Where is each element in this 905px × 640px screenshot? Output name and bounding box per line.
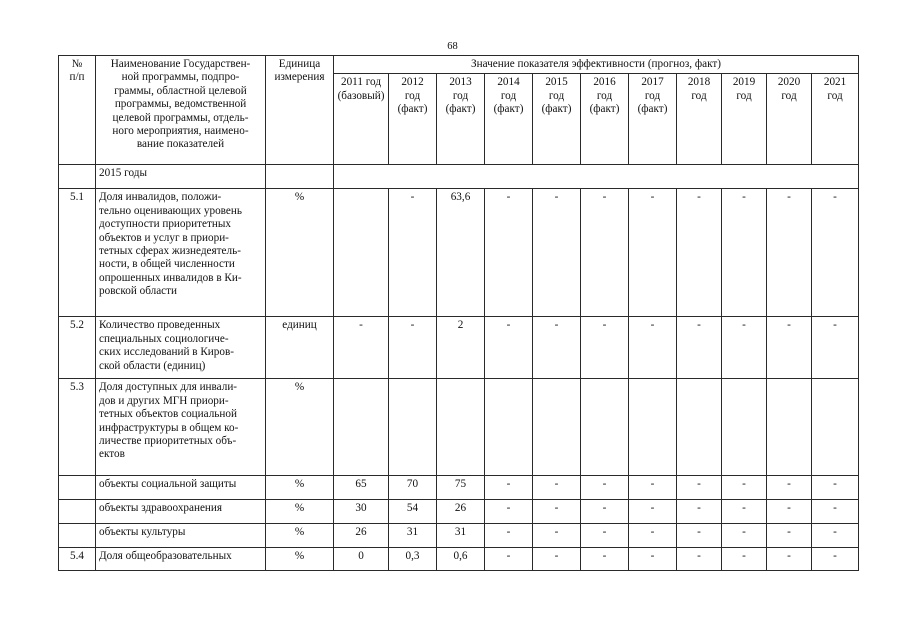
row-number-cell: 5.1: [59, 189, 96, 317]
table-row: [59, 189, 859, 317]
row-name-cell: [96, 379, 266, 476]
row-value-cell: -: [767, 524, 812, 548]
row-number-cell: 5.4: [59, 548, 96, 571]
header-year-label: 2017 год (факт): [637, 76, 668, 116]
row-value-cell: -: [389, 317, 437, 379]
row-number-cell: 5.3: [59, 379, 96, 476]
header-unit-cell: [266, 56, 334, 165]
row-value-cell: -: [389, 189, 437, 317]
row-name: Доля доступных для инвали- дов и других МГН приори- тетных объектов социальной инфраструктуры в общем ко- личестве приоритетных объ- ектов: [99, 381, 239, 461]
row-value-cell: -: [533, 524, 581, 548]
row-value-cell: 26: [334, 524, 389, 548]
row-value-cell: -: [629, 524, 677, 548]
row-value-cell: -: [767, 189, 812, 317]
row-value-cell: 31: [437, 524, 485, 548]
row-number-cell: [59, 476, 96, 500]
table-row: [59, 317, 859, 379]
row-value-cell: -: [812, 317, 859, 379]
row-value-cell: -: [581, 317, 629, 379]
section-label: 2015 годы: [99, 167, 147, 180]
row-unit-cell: %: [266, 500, 334, 524]
row-value-cell: [389, 379, 437, 476]
table-row: [59, 524, 859, 548]
row-value-cell: -: [677, 476, 722, 500]
row-value-cell: 70: [389, 476, 437, 500]
indicators-table: [58, 55, 859, 571]
row-name: объекты социальной защиты: [99, 478, 237, 491]
row-value-cell: -: [629, 500, 677, 524]
row-value-cell: 54: [389, 500, 437, 524]
row-value-cell: -: [581, 189, 629, 317]
table-row: [59, 379, 859, 476]
row-value-cell: -: [812, 500, 859, 524]
header-year-cell: [581, 74, 629, 165]
row-value-cell: -: [533, 317, 581, 379]
section-number-cell: [59, 165, 96, 189]
row-value-cell: -: [812, 476, 859, 500]
row-value-cell: -: [581, 524, 629, 548]
row-value-cell: [334, 379, 389, 476]
row-value-cell: [581, 379, 629, 476]
row-value-cell: -: [722, 548, 767, 571]
row-unit-cell: %: [266, 379, 334, 476]
header-year-cell: [812, 74, 859, 165]
row-unit-cell: единиц: [266, 317, 334, 379]
row-value-cell: -: [722, 317, 767, 379]
header-year-label: 2018 год: [687, 76, 711, 102]
header-year-cell: [767, 74, 812, 165]
row-unit-cell: %: [266, 548, 334, 571]
row-number-cell: [59, 524, 96, 548]
header-year-cell: [389, 74, 437, 165]
row-value-cell: 0: [334, 548, 389, 571]
header-year-cell: [334, 74, 389, 165]
row-value-cell: -: [812, 524, 859, 548]
header-name-label: Наименование Государствен- ной программы, подпро- граммы, областной целевой программы, ведомственной целевой программы, отдель- ного мероприятия, наимено- вание показателей: [110, 58, 251, 151]
table-row: [59, 500, 859, 524]
header-values-cell: [334, 56, 859, 74]
table-body: [59, 56, 859, 571]
header-year-label: 2014 год (факт): [493, 76, 524, 116]
row-value-cell: -: [533, 189, 581, 317]
row-value-cell: 63,6: [437, 189, 485, 317]
row-number-cell: 5.2: [59, 317, 96, 379]
row-number-cell: [59, 500, 96, 524]
row-value-cell: -: [812, 548, 859, 571]
row-value-cell: [722, 379, 767, 476]
header-number-cell: [59, 56, 96, 165]
row-value-cell: -: [677, 189, 722, 317]
row-name-cell: [96, 524, 266, 548]
row-value-cell: -: [581, 476, 629, 500]
row-value-cell: [629, 379, 677, 476]
row-value-cell: -: [677, 317, 722, 379]
row-value-cell: -: [767, 317, 812, 379]
row-value-cell: [334, 189, 389, 317]
row-name-cell: [96, 548, 266, 571]
row-unit-cell: %: [266, 476, 334, 500]
row-value-cell: 26: [437, 500, 485, 524]
row-value-cell: 65: [334, 476, 389, 500]
row-value-cell: [767, 379, 812, 476]
row-value-cell: -: [581, 548, 629, 571]
row-value-cell: -: [677, 500, 722, 524]
header-year-cell: [722, 74, 767, 165]
row-value-cell: -: [581, 500, 629, 524]
section-unit-cell: [266, 165, 334, 189]
row-value-cell: [812, 379, 859, 476]
row-value-cell: -: [722, 189, 767, 317]
row-value-cell: -: [485, 500, 533, 524]
row-value-cell: -: [629, 548, 677, 571]
header-year-cell: [485, 74, 533, 165]
header-year-label: 2019 год: [732, 76, 756, 102]
table-row: [59, 548, 859, 571]
row-value-cell: -: [677, 548, 722, 571]
header-year-cell: [629, 74, 677, 165]
row-value-cell: [677, 379, 722, 476]
row-value-cell: -: [485, 548, 533, 571]
header-year-label: 2016 год (факт): [589, 76, 620, 116]
row-value-cell: -: [812, 189, 859, 317]
section-values-cell: [334, 165, 859, 189]
row-value-cell: -: [767, 548, 812, 571]
row-value-cell: [437, 379, 485, 476]
row-value-cell: -: [485, 476, 533, 500]
row-unit-cell: %: [266, 524, 334, 548]
row-name: Доля общеобразовательных: [99, 550, 232, 563]
row-name: Доля инвалидов, положи- тельно оценивающих уровень доступности приоритетных объектов и услуг в приори- тетных сферах жизнедеятель- ности, в общей численности опрошенных инвалидов в Ки- ровской области: [99, 191, 242, 298]
row-value-cell: -: [629, 476, 677, 500]
row-unit-cell: %: [266, 189, 334, 317]
page-number: 68: [447, 41, 458, 52]
row-name: Количество проведенных специальных социологиче- ских исследований в Киров- ской области (единиц): [99, 319, 234, 372]
header-year-label: 2012 год (факт): [397, 76, 428, 116]
row-value-cell: -: [767, 500, 812, 524]
row-value-cell: -: [677, 524, 722, 548]
row-value-cell: [533, 379, 581, 476]
row-value-cell: [485, 379, 533, 476]
header-row: [59, 56, 859, 74]
row-value-cell: -: [629, 189, 677, 317]
row-value-cell: 0,6: [437, 548, 485, 571]
row-value-cell: 0,3: [389, 548, 437, 571]
header-values-title: Значение показателя эффективности (прогноз, факт): [471, 58, 722, 70]
header-unit-label: Единица измерения: [274, 58, 325, 84]
header-year-label: 2015 год (факт): [541, 76, 572, 116]
row-value-cell: -: [629, 317, 677, 379]
row-value-cell: 2: [437, 317, 485, 379]
table-row: [59, 476, 859, 500]
row-name: объекты культуры: [99, 526, 186, 539]
row-value-cell: -: [533, 500, 581, 524]
row-value-cell: -: [722, 476, 767, 500]
row-value-cell: -: [334, 317, 389, 379]
header-year-label: 2020 год: [777, 76, 801, 102]
header-year-cell: [533, 74, 581, 165]
header-name-cell: [96, 56, 266, 165]
header-year-label: 2013 год (факт): [445, 76, 476, 116]
row-name: объекты здравоохранения: [99, 502, 223, 515]
row-value-cell: -: [485, 317, 533, 379]
header-year-cell: [437, 74, 485, 165]
row-value-cell: 30: [334, 500, 389, 524]
header-year-label: 2021 год: [823, 76, 847, 102]
header-year-cell: [677, 74, 722, 165]
section-label-cell: [96, 165, 266, 189]
row-value-cell: -: [533, 548, 581, 571]
row-value-cell: -: [767, 476, 812, 500]
header-year-label: 2011 год (базовый): [337, 76, 385, 102]
row-name-cell: [96, 189, 266, 317]
row-value-cell: -: [722, 500, 767, 524]
row-name-cell: [96, 500, 266, 524]
header-number-label: № п/п: [69, 58, 85, 84]
row-value-cell: -: [485, 524, 533, 548]
row-value-cell: -: [533, 476, 581, 500]
row-name-cell: [96, 317, 266, 379]
section-row: [59, 165, 859, 189]
row-value-cell: -: [485, 189, 533, 317]
row-value-cell: -: [722, 524, 767, 548]
row-value-cell: 75: [437, 476, 485, 500]
row-value-cell: 31: [389, 524, 437, 548]
row-name-cell: [96, 476, 266, 500]
